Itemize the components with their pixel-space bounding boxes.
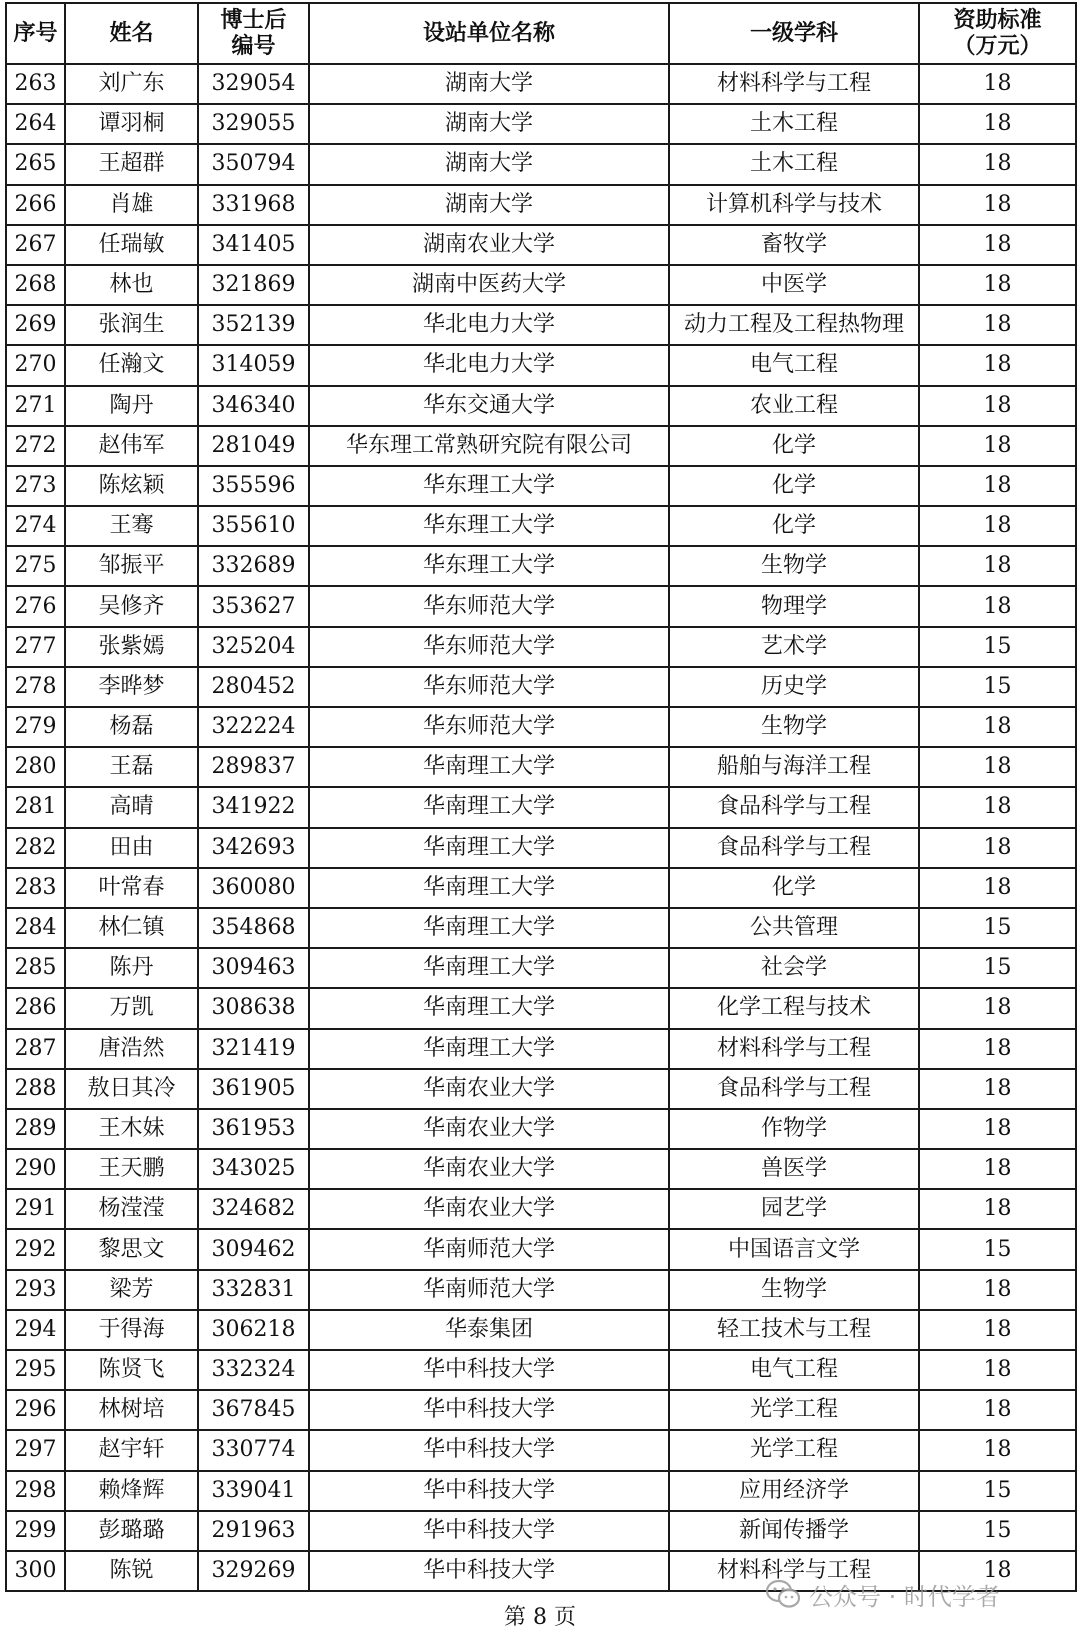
col-discipline-cell: 食品科学与工程 (669, 828, 919, 868)
col-postdoc-id-cell: 342693 (198, 828, 309, 868)
table-row (6, 104, 1076, 144)
col-name-cell: 敖日其冷 (65, 1069, 198, 1109)
col-host-unit-cell: 华南农业大学 (309, 1149, 669, 1189)
table-row (6, 586, 1076, 626)
col-host-unit-cell: 华南农业大学 (309, 1109, 669, 1149)
table-row (6, 144, 1076, 184)
col-host-unit-cell: 华中科技大学 (309, 1511, 669, 1551)
col-funding-cell: 18 (919, 386, 1076, 426)
header-text: 设站单位名称 (422, 20, 555, 46)
col-postdoc-id-cell: 325204 (198, 627, 309, 667)
col-host-unit-cell: 湖南农业大学 (309, 225, 669, 265)
col-index-cell: 271 (6, 386, 65, 426)
col-host-unit-cell: 华南理工大学 (309, 908, 669, 948)
table-row (6, 627, 1076, 667)
table-row (6, 868, 1076, 908)
table-row (6, 1189, 1076, 1229)
table-row (6, 828, 1076, 868)
col-host-unit-cell: 湖南中医药大学 (309, 265, 669, 305)
col-index-cell: 266 (6, 185, 65, 225)
col-name-cell: 陶丹 (65, 386, 198, 426)
col-discipline-cell: 光学工程 (669, 1430, 919, 1470)
col-name-cell: 林树培 (65, 1390, 198, 1430)
col-funding-cell: 15 (919, 627, 1076, 667)
header-text: 编号 (231, 33, 276, 59)
col-postdoc-id-cell: 361953 (198, 1109, 309, 1149)
table-row (6, 345, 1076, 385)
col-postdoc-id-cell: 308638 (198, 988, 309, 1028)
col-host-unit-cell: 华南理工大学 (309, 828, 669, 868)
col-discipline-cell: 电气工程 (669, 1350, 919, 1390)
col-postdoc-id-cell: 289837 (198, 747, 309, 787)
col-index-cell: 286 (6, 988, 65, 1028)
col-postdoc-id-cell: 353627 (198, 586, 309, 626)
col-index-cell: 279 (6, 707, 65, 747)
col-discipline-cell: 动力工程及工程热物理 (669, 305, 919, 345)
col-host-unit-cell: 华东理工常熟研究院有限公司 (309, 426, 669, 466)
col-discipline-cell: 兽医学 (669, 1149, 919, 1189)
col-name-cell: 林也 (65, 265, 198, 305)
col-discipline-cell: 化学工程与技术 (669, 988, 919, 1028)
col-postdoc-id-cell: 339041 (198, 1471, 309, 1511)
col-discipline-cell: 计算机科学与技术 (669, 185, 919, 225)
col-discipline-cell: 中医学 (669, 265, 919, 305)
col-host-unit-cell: 华中科技大学 (309, 1390, 669, 1430)
col-funding-cell: 18 (919, 426, 1076, 466)
col-postdoc-id-cell: 330774 (198, 1430, 309, 1470)
col-postdoc-id-cell: 341405 (198, 225, 309, 265)
col-host-unit-cell: 华南理工大学 (309, 787, 669, 827)
col-host-unit-cell: 华北电力大学 (309, 305, 669, 345)
col-host-unit-cell: 华东理工大学 (309, 546, 669, 586)
col-name-cell: 肖雄 (65, 185, 198, 225)
col-name-cell: 吴修齐 (65, 586, 198, 626)
col-name-cell: 林仁镇 (65, 908, 198, 948)
col-funding-cell: 15 (919, 1511, 1076, 1551)
table-row (6, 1149, 1076, 1189)
col-host-unit-cell: 华中科技大学 (309, 1471, 669, 1511)
col-postdoc-id-cell: 322224 (198, 707, 309, 747)
col-host-unit-cell: 华南理工大学 (309, 948, 669, 988)
col-index-cell: 280 (6, 747, 65, 787)
col-postdoc-id-cell: 280452 (198, 667, 309, 707)
col-host-unit-cell: 华中科技大学 (309, 1350, 669, 1390)
col-host-unit-cell: 华北电力大学 (309, 345, 669, 385)
col-index-cell: 272 (6, 426, 65, 466)
col-discipline-cell: 物理学 (669, 586, 919, 626)
col-funding-cell: 18 (919, 1149, 1076, 1189)
col-name-cell: 张润生 (65, 305, 198, 345)
header-col-name (65, 3, 198, 64)
col-index-cell: 287 (6, 1029, 65, 1069)
col-postdoc-id-cell: 352139 (198, 305, 309, 345)
col-name-cell: 王超群 (65, 144, 198, 184)
table-header (6, 3, 1076, 64)
col-index-cell: 299 (6, 1511, 65, 1551)
col-funding-cell: 15 (919, 667, 1076, 707)
col-discipline-cell: 畜牧学 (669, 225, 919, 265)
col-funding-cell: 18 (919, 1109, 1076, 1149)
col-index-cell: 294 (6, 1310, 65, 1350)
table-row (6, 1029, 1076, 1069)
col-funding-cell: 18 (919, 104, 1076, 144)
col-host-unit-cell: 华南理工大学 (309, 747, 669, 787)
header-text: 博士后 (220, 7, 287, 33)
col-funding-cell: 18 (919, 747, 1076, 787)
table-row (6, 1069, 1076, 1109)
col-postdoc-id-cell: 367845 (198, 1390, 309, 1430)
col-discipline-cell: 土木工程 (669, 104, 919, 144)
col-discipline-cell: 化学 (669, 466, 919, 506)
col-host-unit-cell: 华南师范大学 (309, 1229, 669, 1269)
col-funding-cell: 18 (919, 1029, 1076, 1069)
col-funding-cell: 18 (919, 707, 1076, 747)
col-host-unit-cell: 湖南大学 (309, 104, 669, 144)
table-row (6, 747, 1076, 787)
col-funding-cell: 18 (919, 868, 1076, 908)
col-host-unit-cell: 华南师范大学 (309, 1270, 669, 1310)
col-index-cell: 270 (6, 345, 65, 385)
col-funding-cell: 18 (919, 185, 1076, 225)
col-discipline-cell: 材料科学与工程 (669, 64, 919, 104)
col-discipline-cell: 化学 (669, 426, 919, 466)
col-postdoc-id-cell: 332689 (198, 546, 309, 586)
header-text: （万元） (953, 33, 1042, 59)
col-funding-cell: 18 (919, 64, 1076, 104)
col-discipline-cell: 食品科学与工程 (669, 1069, 919, 1109)
col-discipline-cell: 艺术学 (669, 627, 919, 667)
col-funding-cell: 18 (919, 265, 1076, 305)
table-row (6, 1109, 1076, 1149)
watermark-text: 公众号 · 时代学者 (809, 1582, 1000, 1611)
col-postdoc-id-cell: 354868 (198, 908, 309, 948)
col-name-cell: 王骞 (65, 506, 198, 546)
table-row (6, 506, 1076, 546)
col-host-unit-cell: 华东师范大学 (309, 707, 669, 747)
col-index-cell: 293 (6, 1270, 65, 1310)
col-index-cell: 285 (6, 948, 65, 988)
col-index-cell: 290 (6, 1149, 65, 1189)
col-host-unit-cell: 华南理工大学 (309, 988, 669, 1028)
col-host-unit-cell: 华东交通大学 (309, 386, 669, 426)
table-row (6, 988, 1076, 1028)
col-index-cell: 297 (6, 1430, 65, 1470)
col-funding-cell: 18 (919, 345, 1076, 385)
table-row (6, 908, 1076, 948)
col-name-cell: 叶常春 (65, 868, 198, 908)
col-postdoc-id-cell: 341922 (198, 787, 309, 827)
col-host-unit-cell: 湖南大学 (309, 144, 669, 184)
col-postdoc-id-cell: 355596 (198, 466, 309, 506)
col-discipline-cell: 光学工程 (669, 1390, 919, 1430)
header-text: 资助标准 (953, 7, 1042, 33)
table-row (6, 787, 1076, 827)
col-name-cell: 陈贤飞 (65, 1350, 198, 1390)
col-name-cell: 王天鹏 (65, 1149, 198, 1189)
col-name-cell: 张紫嫣 (65, 627, 198, 667)
col-postdoc-id-cell: 343025 (198, 1149, 309, 1189)
table-row (6, 426, 1076, 466)
header-text: 一级学科 (749, 20, 838, 46)
col-name-cell: 任瑞敏 (65, 225, 198, 265)
table-row (6, 1471, 1076, 1511)
col-host-unit-cell: 华泰集团 (309, 1310, 669, 1350)
col-name-cell: 赵伟军 (65, 426, 198, 466)
col-name-cell: 刘广东 (65, 64, 198, 104)
col-funding-cell: 18 (919, 506, 1076, 546)
col-index-cell: 269 (6, 305, 65, 345)
col-funding-cell: 18 (919, 466, 1076, 506)
col-funding-cell: 18 (919, 787, 1076, 827)
col-host-unit-cell: 华中科技大学 (309, 1551, 669, 1591)
col-postdoc-id-cell: 331968 (198, 185, 309, 225)
col-postdoc-id-cell: 324682 (198, 1189, 309, 1229)
col-host-unit-cell: 华东理工大学 (309, 506, 669, 546)
col-index-cell: 264 (6, 104, 65, 144)
col-funding-cell: 18 (919, 144, 1076, 184)
col-host-unit-cell: 华中科技大学 (309, 1430, 669, 1470)
col-funding-cell: 18 (919, 828, 1076, 868)
header-text: 序号 (13, 20, 58, 46)
table-row (6, 185, 1076, 225)
col-name-cell: 谭羽桐 (65, 104, 198, 144)
col-index-cell: 283 (6, 868, 65, 908)
col-index-cell: 298 (6, 1471, 65, 1511)
col-index-cell: 277 (6, 627, 65, 667)
col-name-cell: 杨磊 (65, 707, 198, 747)
col-funding-cell: 18 (919, 1069, 1076, 1109)
col-funding-cell: 18 (919, 988, 1076, 1028)
col-discipline-cell: 轻工技术与工程 (669, 1310, 919, 1350)
col-index-cell: 267 (6, 225, 65, 265)
table-row (6, 386, 1076, 426)
col-index-cell: 292 (6, 1229, 65, 1269)
col-funding-cell: 18 (919, 586, 1076, 626)
table-row (6, 1229, 1076, 1269)
col-funding-cell: 18 (919, 1270, 1076, 1310)
col-funding-cell: 18 (919, 1350, 1076, 1390)
header-col-discipline (669, 3, 919, 64)
table-row (6, 265, 1076, 305)
col-name-cell: 赵宇轩 (65, 1430, 198, 1470)
col-discipline-cell: 应用经济学 (669, 1471, 919, 1511)
col-name-cell: 于得海 (65, 1310, 198, 1350)
col-postdoc-id-cell: 281049 (198, 426, 309, 466)
col-name-cell: 唐浩然 (65, 1029, 198, 1069)
col-name-cell: 高晴 (65, 787, 198, 827)
col-discipline-cell: 社会学 (669, 948, 919, 988)
col-name-cell: 梁芳 (65, 1270, 198, 1310)
col-funding-cell: 15 (919, 1471, 1076, 1511)
col-host-unit-cell: 华南理工大学 (309, 868, 669, 908)
col-postdoc-id-cell: 291963 (198, 1511, 309, 1551)
col-name-cell: 任瀚文 (65, 345, 198, 385)
col-index-cell: 265 (6, 144, 65, 184)
col-discipline-cell: 作物学 (669, 1109, 919, 1149)
col-name-cell: 王磊 (65, 747, 198, 787)
col-funding-cell: 18 (919, 546, 1076, 586)
col-postdoc-id-cell: 350794 (198, 144, 309, 184)
table-row (6, 64, 1076, 104)
col-index-cell: 275 (6, 546, 65, 586)
table-row (6, 1270, 1076, 1310)
col-funding-cell: 15 (919, 908, 1076, 948)
table-row (6, 1350, 1076, 1390)
table-row (6, 466, 1076, 506)
col-host-unit-cell: 湖南大学 (309, 185, 669, 225)
col-name-cell: 李晔梦 (65, 667, 198, 707)
col-postdoc-id-cell: 332324 (198, 1350, 309, 1390)
col-name-cell: 陈炫颖 (65, 466, 198, 506)
col-postdoc-id-cell: 314059 (198, 345, 309, 385)
page-number: 第 8 页 (504, 1605, 576, 1630)
col-index-cell: 291 (6, 1189, 65, 1229)
col-postdoc-id-cell: 321869 (198, 265, 309, 305)
col-postdoc-id-cell: 306218 (198, 1310, 309, 1350)
table-row (6, 546, 1076, 586)
col-name-cell: 田由 (65, 828, 198, 868)
col-discipline-cell: 食品科学与工程 (669, 787, 919, 827)
col-host-unit-cell: 华东师范大学 (309, 627, 669, 667)
col-index-cell: 281 (6, 787, 65, 827)
col-discipline-cell: 土木工程 (669, 144, 919, 184)
col-discipline-cell: 农业工程 (669, 386, 919, 426)
col-postdoc-id-cell: 321419 (198, 1029, 309, 1069)
header-col-index (6, 3, 65, 64)
col-host-unit-cell: 华东师范大学 (309, 586, 669, 626)
col-index-cell: 288 (6, 1069, 65, 1109)
col-funding-cell: 18 (919, 1430, 1076, 1470)
col-index-cell: 273 (6, 466, 65, 506)
col-index-cell: 296 (6, 1390, 65, 1430)
col-funding-cell: 15 (919, 1229, 1076, 1269)
col-postdoc-id-cell: 329055 (198, 104, 309, 144)
col-funding-cell: 15 (919, 948, 1076, 988)
col-index-cell: 284 (6, 908, 65, 948)
col-name-cell: 王木妹 (65, 1109, 198, 1149)
col-discipline-cell: 材料科学与工程 (669, 1551, 919, 1591)
col-index-cell: 274 (6, 506, 65, 546)
col-discipline-cell: 历史学 (669, 667, 919, 707)
col-postdoc-id-cell: 361905 (198, 1069, 309, 1109)
col-index-cell: 295 (6, 1350, 65, 1390)
table-body (6, 64, 1076, 1591)
col-index-cell: 282 (6, 828, 65, 868)
col-host-unit-cell: 华东师范大学 (309, 667, 669, 707)
col-postdoc-id-cell: 355610 (198, 506, 309, 546)
table-row (6, 667, 1076, 707)
col-name-cell: 彭璐璐 (65, 1511, 198, 1551)
col-postdoc-id-cell: 329054 (198, 64, 309, 104)
col-host-unit-cell: 湖南大学 (309, 64, 669, 104)
col-discipline-cell: 生物学 (669, 546, 919, 586)
table-row (6, 225, 1076, 265)
col-host-unit-cell: 华南理工大学 (309, 1029, 669, 1069)
col-postdoc-id-cell: 329269 (198, 1551, 309, 1591)
col-index-cell: 278 (6, 667, 65, 707)
col-name-cell: 陈锐 (65, 1551, 198, 1591)
col-host-unit-cell: 华南农业大学 (309, 1069, 669, 1109)
col-index-cell: 263 (6, 64, 65, 104)
col-discipline-cell: 中国语言文学 (669, 1229, 919, 1269)
col-index-cell: 300 (6, 1551, 65, 1591)
col-discipline-cell: 材料科学与工程 (669, 1029, 919, 1069)
col-postdoc-id-cell: 309463 (198, 948, 309, 988)
header-col-postdoc-id (198, 3, 309, 64)
header-row (6, 3, 1076, 64)
col-funding-cell: 18 (919, 1310, 1076, 1350)
table-row (6, 948, 1076, 988)
col-postdoc-id-cell: 360080 (198, 868, 309, 908)
col-discipline-cell: 生物学 (669, 1270, 919, 1310)
col-index-cell: 276 (6, 586, 65, 626)
col-postdoc-id-cell: 346340 (198, 386, 309, 426)
col-postdoc-id-cell: 309462 (198, 1229, 309, 1269)
col-funding-cell: 18 (919, 1390, 1076, 1430)
table-row (6, 1511, 1076, 1551)
col-discipline-cell: 电气工程 (669, 345, 919, 385)
col-name-cell: 邹振平 (65, 546, 198, 586)
header-col-funding (919, 3, 1076, 64)
table-row (6, 1390, 1076, 1430)
table-row (6, 1430, 1076, 1470)
col-discipline-cell: 园艺学 (669, 1189, 919, 1229)
col-index-cell: 268 (6, 265, 65, 305)
col-discipline-cell: 新闻传播学 (669, 1511, 919, 1551)
col-discipline-cell: 化学 (669, 506, 919, 546)
col-discipline-cell: 公共管理 (669, 908, 919, 948)
funding-roster-table (5, 2, 1077, 1592)
table-row (6, 305, 1076, 345)
table-row (6, 1310, 1076, 1350)
header-text: 姓名 (109, 20, 154, 46)
col-postdoc-id-cell: 332831 (198, 1270, 309, 1310)
col-discipline-cell: 化学 (669, 868, 919, 908)
col-name-cell: 万凯 (65, 988, 198, 1028)
col-funding-cell: 18 (919, 225, 1076, 265)
header-col-host-unit (309, 3, 669, 64)
col-host-unit-cell: 华南农业大学 (309, 1189, 669, 1229)
col-discipline-cell: 船舶与海洋工程 (669, 747, 919, 787)
col-funding-cell: 18 (919, 305, 1076, 345)
col-funding-cell: 18 (919, 1551, 1076, 1591)
col-discipline-cell: 生物学 (669, 707, 919, 747)
col-index-cell: 289 (6, 1109, 65, 1149)
col-host-unit-cell: 华东理工大学 (309, 466, 669, 506)
col-name-cell: 杨滢滢 (65, 1189, 198, 1229)
col-name-cell: 赖烽辉 (65, 1471, 198, 1511)
col-name-cell: 陈丹 (65, 948, 198, 988)
col-funding-cell: 18 (919, 1189, 1076, 1229)
col-name-cell: 黎思文 (65, 1229, 198, 1269)
table-row (6, 707, 1076, 747)
